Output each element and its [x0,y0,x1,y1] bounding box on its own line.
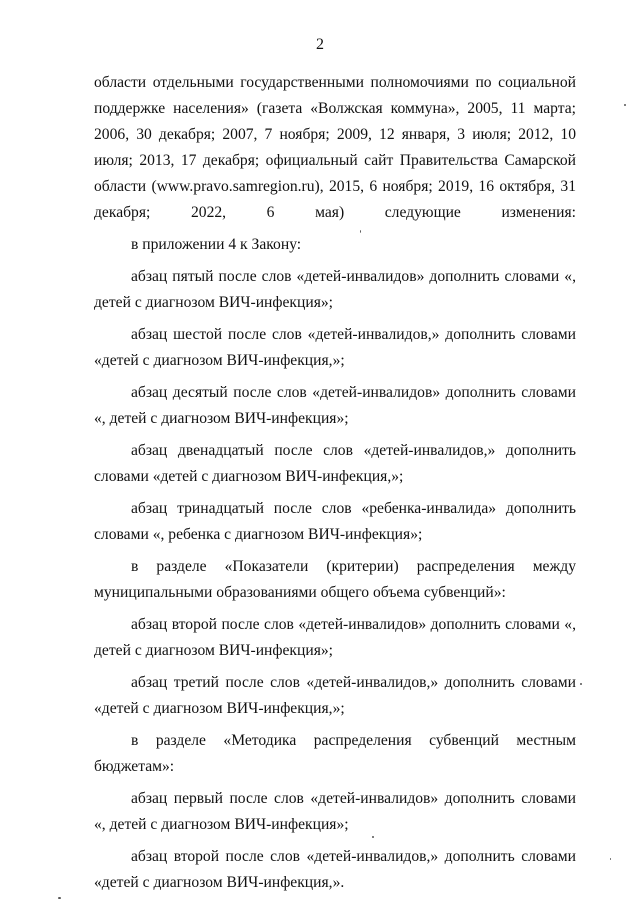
paragraph-section-criteria: в разделе «Показатели (критерии) распределения между муниципальными образованиями общего объема субвенций»: [94,558,576,601]
paragraph-law-citation: области отдельными государственными полномочиями по социальной поддержке населения» (газета «Волжская коммуна», 2005, 11 марта; 2006, 30 декабря; 2007, 7 ноября; 2009, 12 января, 3 июля; 2012, 10 июля; 2013, 17 декабря; официальный сайт Правительства Самарской области (www.pravo.samregion.ru), 2015, 6 ноября; 2019, 16 октября, 31 декабря; 2022, 6 мая) следующие изменения: [94,74,576,221]
paragraph-amendment-12: абзац двенадцатый после слов «детей-инвалидов,» дополнить словами «детей с диагнозом ВИЧ-инфекция,»; [94,442,576,485]
paragraph-section-methodology: в разделе «Методика распределения субвенций местным бюджетам»: [94,732,576,775]
paragraph-appendix-4: в приложении 4 к Закону: [131,236,302,253]
scan-speck [372,836,374,838]
scan-speck [624,104,626,106]
scan-speck [610,858,611,860]
page-number: 2 [316,36,324,53]
paragraph-methodology-2: абзац второй после слов «детей-инвалидов,» дополнить словами «детей с диагнозом ВИЧ-инфекция,». [94,848,576,891]
paragraph-amendment-13: абзац тринадцатый после слов «ребенка-инвалида» дополнить словами «, ребенка с диагнозом ВИЧ-инфекция»; [94,500,576,543]
paragraph-amendment-5: абзац пятый после слов «детей-инвалидов» дополнить словами «, детей с диагнозом ВИЧ-инфекция»; [94,268,576,311]
scan-speck [580,683,582,685]
paragraph-criteria-2: абзац второй после слов «детей-инвалидов» дополнить словами «, детей с диагнозом ВИЧ-инфекция»; [94,616,576,659]
scan-speck [58,897,61,899]
paragraph-amendment-10: абзац десятый после слов «детей-инвалидов» дополнить словами «, детей с диагнозом ВИЧ-инфекция»; [94,384,576,427]
paragraph-criteria-3: абзац третий после слов «детей-инвалидов,» дополнить словами «детей с диагнозом ВИЧ-инфекция,»; [94,674,576,717]
scan-speck [360,230,361,233]
paragraph-methodology-1: абзац первый после слов «детей-инвалидов» дополнить словами «, детей с диагнозом ВИЧ-инфекция»; [94,790,576,833]
paragraph-amendment-6: абзац шестой после слов «детей-инвалидов,» дополнить словами «детей с диагнозом ВИЧ-инфекция,»; [94,326,576,369]
document-body [94,70,576,902]
